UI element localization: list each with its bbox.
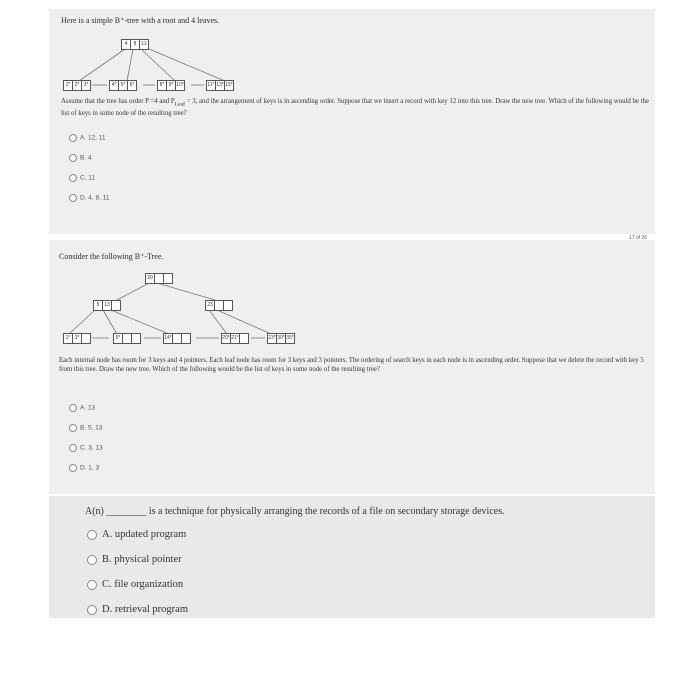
- key: [164, 274, 172, 283]
- leaf-node: [63, 80, 91, 91]
- option-label: B. physical pointer: [102, 554, 182, 565]
- radio-button[interactable]: [87, 605, 97, 615]
- key: 14*: [164, 335, 172, 341]
- leaf-subscript: Leaf: [174, 101, 186, 108]
- key: 4*: [110, 81, 119, 90]
- option-label: D. retrieval program: [102, 604, 189, 615]
- option-a[interactable]: [69, 404, 95, 412]
- leaf-node: [267, 333, 295, 344]
- question-3-text: [85, 506, 505, 517]
- key: 11: [141, 41, 147, 47]
- option-d[interactable]: [69, 464, 99, 472]
- leaf-node: [113, 333, 141, 344]
- option-label: B. 4: [80, 154, 92, 162]
- option-a[interactable]: [69, 134, 106, 142]
- key: [155, 274, 164, 283]
- key: 11*: [207, 82, 215, 88]
- key: [173, 334, 182, 343]
- key: [240, 334, 248, 343]
- leaf-node: [63, 333, 91, 344]
- option-label: C. 3, 13: [80, 444, 103, 452]
- option-label: D. 4, 8, 11: [80, 194, 110, 202]
- key: [224, 301, 232, 310]
- question-1-title: Here is a simple B⁺-tree with a root and 4 leaves.: [61, 16, 220, 25]
- question-1-panel: [49, 9, 655, 234]
- question-2-panel: [49, 235, 655, 494]
- option-label: D. 1, 3: [80, 464, 100, 472]
- option-c[interactable]: [87, 579, 183, 590]
- key: [215, 301, 224, 310]
- key: 5*: [119, 81, 128, 90]
- option-b[interactable]: [69, 154, 92, 162]
- option-d[interactable]: [87, 604, 188, 615]
- question-counter: 17 of 26: [628, 235, 647, 241]
- question-3-rest: is a technique for physically arranging the records of a file on secondary storage devices.: [146, 506, 505, 517]
- radio-button[interactable]: [69, 174, 77, 182]
- radio-button[interactable]: [69, 194, 77, 202]
- question-1-body-rest: = 3, and the arrangement of keys is in ascending order. Suppose that we insert a record with key 12 into this tree. Draw the new tree. Which of the following would be the list of keys in some node of the resulting tree?: [61, 98, 649, 118]
- option-c[interactable]: [69, 174, 95, 182]
- key: 20: [146, 274, 155, 283]
- question-3-panel: [49, 496, 655, 618]
- key: 23: [206, 301, 215, 310]
- key: 23*: [268, 335, 276, 341]
- question-2-body: Each internal node has room for 3 keys and 4 pointers. Each leaf node has room for 3 keys and 3 pointers. The ordering of search keys in each node is in ascending order. Suppose that we delete the record with key 5 from this tree. Draw the new tree. Which of the following would be the list of keys in some node of the resulting tree?: [59, 357, 644, 373]
- key: 8*: [158, 81, 167, 90]
- key: [123, 334, 132, 343]
- leaf-node: [109, 80, 137, 91]
- option-a[interactable]: [87, 529, 186, 540]
- answer-blank: ________: [106, 506, 147, 517]
- radio-button[interactable]: [69, 444, 77, 452]
- radio-button[interactable]: [69, 464, 77, 472]
- option-label: B. 5, 13: [80, 424, 103, 432]
- key: 9*: [167, 81, 176, 90]
- key: 20*: [222, 335, 230, 341]
- question-1-body: [61, 97, 649, 118]
- key: [182, 334, 190, 343]
- radio-button[interactable]: [69, 404, 77, 412]
- radio-button[interactable]: [87, 530, 97, 540]
- key: 5*: [114, 334, 123, 343]
- option-b[interactable]: [87, 554, 182, 565]
- radio-button[interactable]: [69, 154, 77, 162]
- option-label: A. 13: [80, 404, 96, 412]
- root-node: [145, 273, 173, 284]
- internal-node-left: [93, 300, 121, 311]
- key: 8: [131, 40, 140, 49]
- key: 21*: [231, 335, 239, 341]
- key: 1*: [64, 81, 73, 90]
- option-label: C. 11: [80, 174, 96, 182]
- question-1-body-text: Assume that the tree has order P =4 and P: [61, 98, 175, 105]
- key: 6*: [129, 82, 135, 88]
- option-label: C. file organization: [102, 579, 184, 590]
- option-label: A. 12, 11: [80, 134, 106, 142]
- key: 13*: [216, 82, 224, 88]
- key: [82, 334, 90, 343]
- key: 2*: [73, 81, 82, 90]
- internal-node-right: [205, 300, 233, 311]
- root-node: [121, 39, 149, 50]
- radio-button[interactable]: [87, 555, 97, 565]
- key: 10*: [176, 82, 184, 88]
- leaf-node: [206, 80, 234, 91]
- option-d[interactable]: [69, 194, 110, 202]
- key: 4: [122, 40, 131, 49]
- key: [132, 334, 140, 343]
- key: 3*: [73, 334, 82, 343]
- radio-button[interactable]: [69, 424, 77, 432]
- leaf-node: [221, 333, 249, 344]
- key: 5: [94, 301, 103, 310]
- question-2-title: Consider the following B⁺-Tree.: [59, 252, 164, 261]
- key: [112, 301, 120, 310]
- key: 13: [103, 301, 112, 310]
- option-c[interactable]: [69, 444, 103, 452]
- option-label: A. updated program: [102, 529, 187, 540]
- key: 15*: [225, 82, 233, 88]
- leaf-node: [157, 80, 185, 91]
- key: 35*: [286, 335, 294, 341]
- option-b[interactable]: [69, 424, 102, 432]
- radio-button[interactable]: [69, 134, 77, 142]
- key: 3*: [83, 82, 89, 88]
- key: 1*: [64, 334, 73, 343]
- leaf-node: [163, 333, 191, 344]
- radio-button[interactable]: [87, 580, 97, 590]
- key: 30*: [277, 335, 285, 341]
- question-3-prefix: A(n): [85, 506, 107, 517]
